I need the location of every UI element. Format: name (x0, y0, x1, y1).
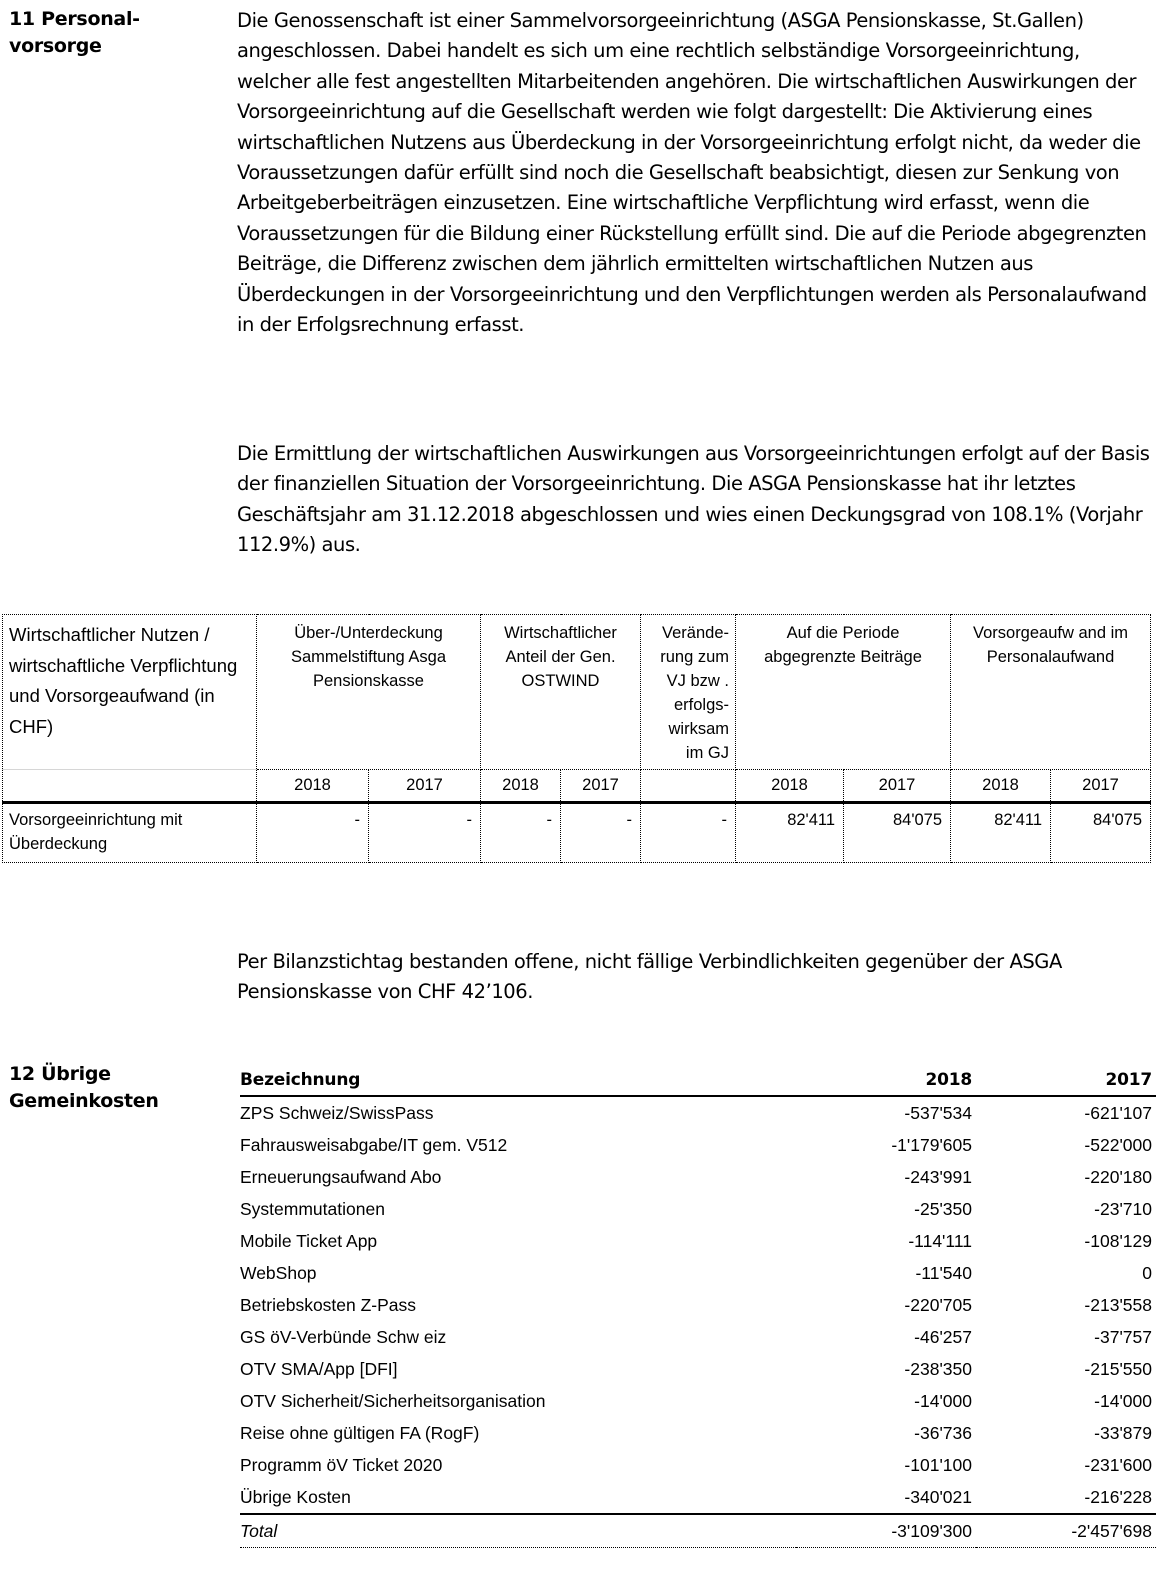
pension-year-5 (641, 770, 736, 803)
cost-row-2018: -537'534 (904, 1103, 972, 1123)
cost-row-2017: -220'180 (1084, 1167, 1152, 1187)
table-row (240, 1481, 1156, 1514)
table-row (240, 1225, 1156, 1257)
cost-row-2018: -220'705 (904, 1295, 972, 1315)
pension-year-8: 2018 (951, 770, 1051, 803)
cost-row-2017: -37'757 (1094, 1327, 1152, 1347)
pension-paragraph-2: Die Ermittlung der wirtschaftlichen Auswirkungen aus Vorsorgeeinrichtungen erfolgt auf der Basis der finanziellen Situation der Vorsorgeeinrichtung. Die ASGA Pensionskasse hat ihr letztes Geschäftsjahr am 31.12.2018 abgeschlossen und wies einen Deckungsgrad von 108.1% (Vorjahr 112.9%) aus. (237, 442, 1150, 557)
cost-row-2017: -23'710 (1094, 1199, 1152, 1219)
table-row (240, 1096, 1156, 1129)
pension-cell-3: - (481, 803, 561, 863)
cost-row-2017: -215'550 (1084, 1359, 1152, 1379)
cost-row-label: Fahrausweisabgabe/IT gem. V512 (240, 1135, 508, 1155)
cost-row-2017: 0 (1142, 1263, 1152, 1283)
cost-row-2018: -11'540 (915, 1263, 972, 1283)
cost-row-2017: -33'879 (1094, 1423, 1152, 1443)
cost-row-2017: -216'228 (1084, 1487, 1152, 1507)
pension-year-9: 2017 (1051, 770, 1151, 803)
pension-table (2, 614, 1151, 863)
cost-row-label: Programm öV Ticket 2020 (240, 1455, 443, 1475)
cost-row-2018: -101'100 (904, 1455, 972, 1475)
pension-year-7: 2017 (844, 770, 951, 803)
cost-row-label: OTV SMA/App [DFI] (240, 1359, 398, 1379)
pension-rowlabel-header: Wirtschaftlicher Nutzen / wirtschaftliche Verpflichtung und Vorsorgeaufwand (in CHF) (3, 615, 257, 770)
misc-costs-table-container (240, 1064, 1156, 1548)
table-row (3, 803, 1151, 863)
pension-year-1: 2018 (257, 770, 369, 803)
cost-row-2018: -25'350 (914, 1199, 972, 1219)
table-row (240, 1449, 1156, 1481)
cost-row-2017: -621'107 (1084, 1103, 1152, 1123)
cost-row-2018: -238'350 (904, 1359, 972, 1379)
table-row (240, 1289, 1156, 1321)
cost-row-2017: -213'558 (1084, 1295, 1152, 1315)
table-row (240, 1321, 1156, 1353)
misc-costs-table (240, 1064, 1156, 1548)
cost-row-2017: -522'000 (1084, 1135, 1152, 1155)
pension-cell-6: 82'411 (736, 803, 844, 863)
pension-paragraph-3: Per Bilanzstichtag bestanden offene, nicht fällige Verbindlichkeiten gegenüber der ASGA Pensionskasse von CHF 42’106. (237, 950, 1062, 1004)
pension-cell-4: - (561, 803, 641, 863)
column-header-2018: 2018 (796, 1064, 976, 1096)
cost-row-label: Systemmutationen (240, 1199, 385, 1219)
cost-row-label: ZPS Schweiz/SwissPass (240, 1103, 434, 1123)
pension-year-spacer (3, 770, 257, 803)
pension-cell-5: - (641, 803, 736, 863)
cost-row-2018: -340'021 (904, 1487, 972, 1507)
table-row (240, 1193, 1156, 1225)
table-row (240, 1161, 1156, 1193)
cost-row-2017: -231'600 (1084, 1455, 1152, 1475)
cost-row-2018: -14'000 (914, 1391, 972, 1411)
cost-row-label: Mobile Ticket App (240, 1231, 378, 1251)
cost-row-label: OTV Sicherheit/Sicherheitsorganisation (240, 1391, 546, 1411)
cost-row-2018: -114'111 (908, 1231, 972, 1251)
cost-row-label: Erneuerungsaufwand Abo (240, 1167, 442, 1187)
column-header-2017: 2017 (976, 1064, 1156, 1096)
total-row (240, 1514, 1156, 1548)
cost-row-label: Betriebskosten Z-Pass (240, 1295, 417, 1315)
pension-cell-9: 84'075 (1051, 803, 1151, 863)
cost-row-2018: -36'736 (914, 1423, 972, 1443)
cost-row-2017: -14'000 (1094, 1391, 1152, 1411)
table-row (240, 1129, 1156, 1161)
pension-group-header-veraenderung: Verände- rung zum VJ bzw . erfolgs- wirksam im GJ (641, 615, 736, 770)
total-2018: -3'109'300 (796, 1514, 976, 1548)
pension-paragraph-1: Die Genossenschaft ist einer Sammelvorsorgeeinrichtung (ASGA Pensionskasse, St.Gallen) angeschlossen. Dabei handelt es sich um eine rechtlich selbständige Vorsorgeeinrichtung, welcher alle fest angestellten Mitarbeitenden angehören. Die wirtschaftlichen Auswirkungen der Vorsorgeeinrichtung auf die Gesellschaft werden wie folgt dargestellt: Die Aktivierung eines wirtschaftlichen Nutzens aus Überdeckung in der Vorsorgeeinrichtung erfolgt nicht, da weder die Voraussetzungen dafür erfüllt sind noch die Gesellschaft beabsichtigt, diesen zur Senkung von Arbeitgeberbeiträgen einzusetzen. Eine wirtschaftliche Verpflichtung wird erfasst, wenn die Voraussetzungen für die Bildung einer Rückstellung erfüllt sind. Die auf die Periode abgegrenzten Beiträge, die Differenz zwischen dem jährlich ermittelten wirtschaftlichen Nutzen aus Überdeckungen in der Vorsorgeeinrichtung und den Verpflichtungen werden als Personalaufwand in der Erfolgsrechnung erfasst. (237, 9, 1147, 337)
cost-row-label: Übrige Kosten (240, 1487, 351, 1507)
pension-cell-1: - (257, 803, 369, 863)
cost-row-2018: -243'991 (904, 1167, 972, 1187)
pension-cell-7: 84'075 (844, 803, 951, 863)
total-label: Total (240, 1514, 796, 1548)
pension-row-label: Vorsorgeeinrichtung mit Überdeckung (3, 803, 257, 863)
pension-cell-2: - (369, 803, 481, 863)
column-header-bezeichnung: Bezeichnung (240, 1064, 796, 1096)
pension-year-row (3, 770, 1151, 803)
table-row (240, 1257, 1156, 1289)
pension-year-2: 2017 (369, 770, 481, 803)
pension-table-container (2, 614, 1150, 863)
table-row (240, 1417, 1156, 1449)
pension-year-4: 2017 (561, 770, 641, 803)
misc-costs-body (240, 1096, 1156, 1548)
pension-year-3: 2018 (481, 770, 561, 803)
pension-year-6: 2018 (736, 770, 844, 803)
cost-row-2018: -46'257 (914, 1327, 972, 1347)
cost-row-label: Reise ohne gültigen FA (RogF) (240, 1423, 480, 1443)
cost-row-label: GS öV-Verbünde Schw eiz (240, 1327, 447, 1347)
cost-row-2017: -108'129 (1084, 1231, 1152, 1251)
table-row (240, 1353, 1156, 1385)
pension-group-header-anteil: Wirtschaftlicher Anteil der Gen. OSTWIND (481, 615, 641, 770)
pension-cell-8: 82'411 (951, 803, 1051, 863)
pension-header-row (3, 615, 1151, 770)
pension-group-header-abgegrenzte: Auf die Periode abgegrenzte Beiträge (736, 615, 951, 770)
section-12-heading: 12 Übrige Gemeinkosten (9, 1063, 159, 1112)
section-11-heading: 11 Personal- vorsorge (9, 8, 140, 57)
cost-row-2018: -1'179'605 (891, 1135, 972, 1155)
table-row (240, 1385, 1156, 1417)
total-2017: -2'457'698 (976, 1514, 1156, 1548)
cost-row-label: WebShop (240, 1263, 317, 1283)
pension-group-header-ueberdeckung: Über-/Unterdeckung Sammelstiftung Asga Pensionskasse (257, 615, 481, 770)
misc-costs-header-row (240, 1064, 1156, 1096)
pension-group-header-vorsorgeaufwand: Vorsorgeaufw and im Personalaufwand (951, 615, 1151, 770)
